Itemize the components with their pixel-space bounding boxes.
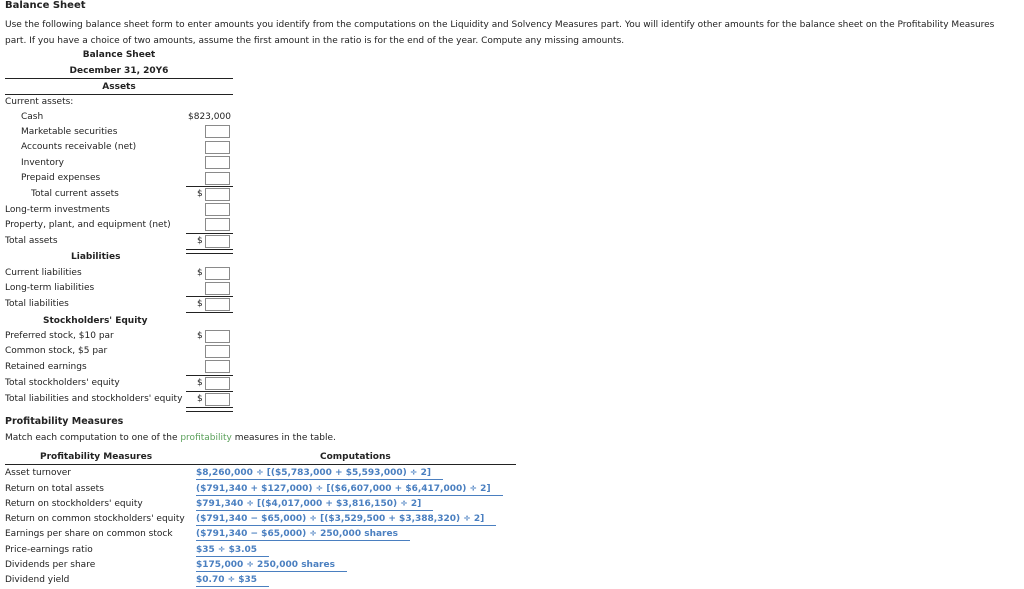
total-equity-label: Total stockholders' equity: [5, 378, 120, 388]
total-liabilities-rule: [186, 296, 233, 297]
subtotal-rule: [186, 186, 233, 187]
equity-total-rule: [186, 375, 233, 376]
accounts-receivable-input[interactable]: [205, 141, 230, 154]
preferred-stock-input[interactable]: [205, 330, 230, 343]
current-liabilities-label: Current liabilities: [5, 268, 82, 278]
instructions-after: measures in the table.: [231, 433, 336, 443]
balance-sheet-heading: Balance Sheet: [82, 50, 156, 60]
long-term-investments-label: Long-term investments: [5, 205, 110, 215]
page-title: Balance Sheet: [5, 0, 86, 11]
dollar-sign: $: [197, 189, 203, 199]
dollar-sign: $: [197, 299, 203, 309]
computation-item[interactable]: $175,000 ÷ 250,000 shares: [196, 560, 347, 572]
total-assets-input[interactable]: [205, 235, 230, 248]
liabilities-heading: Liabilities: [71, 252, 121, 262]
preferred-stock-label: Preferred stock, $10 par: [5, 331, 114, 341]
col-header-computations: Computations: [320, 452, 391, 462]
table-header-rule: [5, 464, 516, 465]
long-term-liabilities-label: Long-term liabilities: [5, 283, 95, 293]
total-equity-input[interactable]: [205, 377, 230, 390]
inventory-label: Inventory: [21, 158, 64, 168]
dollar-sign: $: [197, 236, 203, 246]
measure-label: Earnings per share on common stock: [5, 529, 173, 539]
header-rule: [5, 78, 233, 79]
total-liab-equity-label: Total liabilities and stockholders' equity: [5, 394, 183, 404]
current-liabilities-input[interactable]: [205, 267, 230, 280]
profitability-instructions: [5, 433, 336, 443]
prepaid-expenses-label: Prepaid expenses: [21, 173, 101, 183]
marketable-securities-input[interactable]: [205, 125, 230, 138]
assets-rule: [5, 94, 233, 95]
retained-earnings-label: Retained earnings: [5, 362, 87, 372]
computation-item[interactable]: ($791,340 − $65,000) ÷ 250,000 shares: [196, 529, 410, 541]
grand-total-rule: [186, 391, 233, 392]
measure-label: Dividend yield: [5, 575, 70, 585]
dollar-sign: $: [197, 394, 203, 404]
cash-label: Cash: [21, 112, 44, 122]
computation-item[interactable]: $0.70 ÷ $35: [196, 575, 269, 587]
assets-heading: Assets: [102, 82, 136, 92]
computation-item[interactable]: $35 ÷ $3.05: [196, 545, 269, 557]
total-assets-rule: [186, 233, 233, 234]
retained-earnings-input[interactable]: [205, 360, 230, 373]
computation-item[interactable]: ($791,340 − $65,000) ÷ [($3,529,500 + $3,388,320) ÷ 2]: [196, 514, 496, 526]
dollar-sign: $: [197, 331, 203, 341]
long-term-investments-input[interactable]: [205, 203, 230, 216]
double-rule: [186, 249, 233, 254]
measure-label: Dividends per share: [5, 560, 96, 570]
dollar-sign: $: [197, 268, 203, 278]
computation-item[interactable]: ($791,340 + $127,000) ÷ [($6,607,000 + $6,417,000) ÷ 2]: [196, 484, 503, 496]
profitability-link[interactable]: profitability: [180, 433, 232, 443]
instructions-text: Use the following balance sheet form to enter amounts you identify from the computations on the Liquidity and Solvency Measures part. You will identify other amounts for the balance sheet on the Profitability Measures part. If you have a choice of two amounts, assume the first amount in the ratio is for the end of the year. Compute any missing amounts.: [5, 20, 995, 46]
col-header-measures: Profitability Measures: [40, 452, 153, 462]
total-assets-label: Total assets: [5, 236, 58, 246]
balance-sheet-date: December 31, 20Y6: [69, 66, 169, 76]
accounts-receivable-label: Accounts receivable (net): [21, 142, 137, 152]
prepaid-expenses-input[interactable]: [205, 172, 230, 185]
equity-heading: Stockholders' Equity: [43, 316, 148, 326]
common-stock-input[interactable]: [205, 345, 230, 358]
measure-label: Return on total assets: [5, 484, 104, 494]
profitability-title: Profitability Measures: [5, 416, 124, 427]
common-stock-label: Common stock, $5 par: [5, 346, 108, 356]
total-liab-equity-input[interactable]: [205, 393, 230, 406]
total-current-assets-input[interactable]: [205, 188, 230, 201]
cash-amount: $823,000: [188, 112, 231, 122]
dollar-sign: $: [197, 378, 203, 388]
total-current-assets-label: Total current assets: [31, 189, 119, 199]
double-rule: [186, 407, 233, 412]
computation-item[interactable]: $8,260,000 ÷ [($5,783,000 + $5,593,000) ÷ 2]: [196, 468, 443, 480]
instructions-before: Match each computation to one of the: [5, 433, 181, 443]
long-term-liabilities-input[interactable]: [205, 282, 230, 295]
marketable-securities-label: Marketable securities: [21, 127, 118, 137]
inventory-input[interactable]: [205, 156, 230, 169]
measure-label: Return on stockholders' equity: [5, 499, 143, 509]
total-liabilities-label: Total liabilities: [5, 299, 69, 309]
liabilities-bottom-rule: [186, 312, 233, 313]
current-assets-label: Current assets:: [5, 97, 74, 107]
computation-item[interactable]: $791,340 ÷ [($4,017,000 + $3,816,150) ÷ 2]: [196, 499, 433, 511]
measure-label: Return on common stockholders' equity: [5, 514, 185, 524]
total-liabilities-input[interactable]: [205, 298, 230, 311]
ppe-label: Property, plant, and equipment (net): [5, 220, 171, 230]
ppe-input[interactable]: [205, 218, 230, 231]
measure-label: Asset turnover: [5, 468, 72, 478]
measure-label: Price-earnings ratio: [5, 545, 93, 555]
